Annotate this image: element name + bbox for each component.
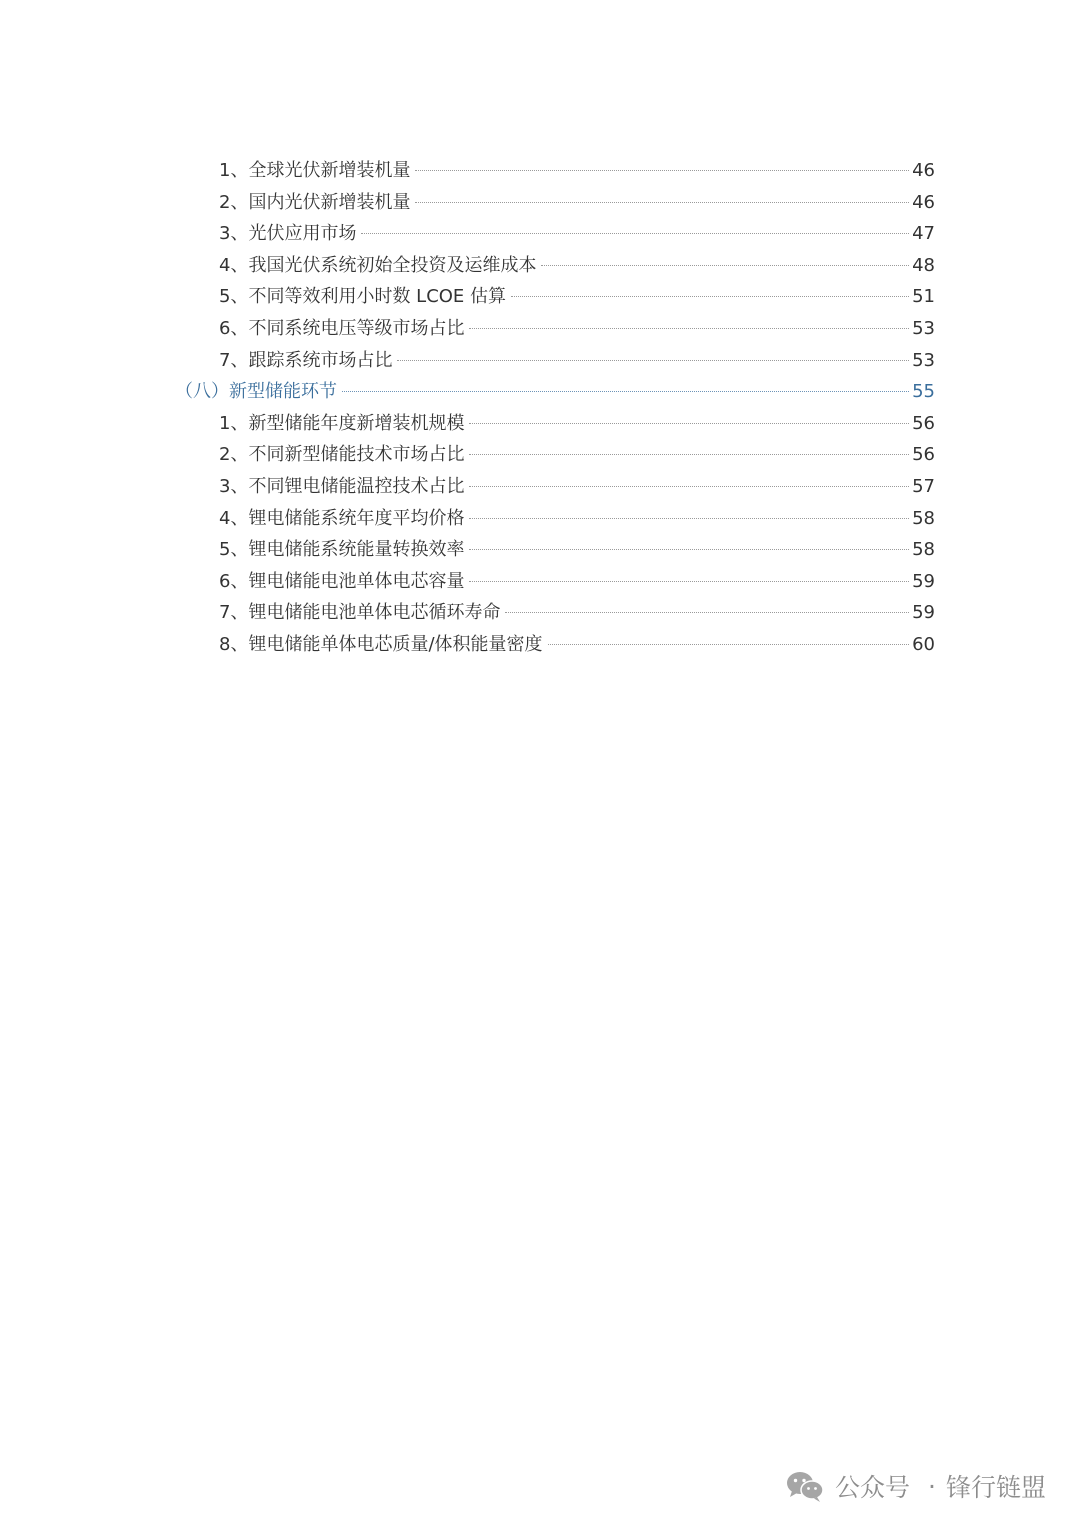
toc-page-number: 46	[912, 160, 935, 181]
toc-row[interactable]	[219, 439, 935, 471]
toc-leader-dots	[469, 518, 909, 519]
toc-entry-title: 1、全球光伏新增装机量	[219, 160, 411, 181]
toc-page-number: 48	[912, 254, 935, 276]
toc-page-number: 46	[912, 191, 935, 213]
toc-leader-dots	[397, 360, 909, 361]
toc-entry-title: 2、不同新型储能技术市场占比	[219, 444, 465, 466]
toc-entry-title: 1、新型储能年度新增装机规模	[219, 412, 465, 434]
toc-page-number: 53	[912, 349, 935, 371]
toc-row[interactable]	[219, 281, 935, 313]
wechat-watermark	[785, 1466, 1046, 1506]
toc-leader-dots	[469, 328, 909, 329]
toc-entry-title: 3、不同锂电储能温控技术占比	[219, 475, 465, 497]
toc-leader-dots	[415, 202, 909, 203]
toc-leader-dots	[505, 612, 909, 613]
toc-section-title: （八）新型储能环节	[175, 381, 337, 403]
toc-entry-title: 3、光伏应用市场	[219, 223, 357, 245]
toc-page-number: 47	[912, 223, 935, 245]
toc-entry-title: 8、锂电储能单体电芯质量/体积能量密度	[219, 633, 543, 655]
toc-leader-dots	[511, 296, 909, 297]
toc-row[interactable]	[219, 629, 935, 661]
toc-row[interactable]	[219, 408, 935, 440]
toc-leader-dots	[541, 265, 909, 266]
toc-row[interactable]	[219, 471, 935, 503]
toc-row[interactable]	[219, 534, 935, 566]
toc-page-number: 58	[912, 539, 935, 561]
toc-row[interactable]	[219, 566, 935, 598]
toc-page-number: 55	[912, 381, 935, 403]
toc-row[interactable]	[219, 187, 935, 219]
toc-entry-title: 6、不同系统电压等级市场占比	[219, 317, 465, 339]
toc-row[interactable]	[219, 597, 935, 629]
watermark-prefix: 公众号	[835, 1473, 911, 1502]
toc-page-number: 56	[912, 444, 935, 466]
toc-section-row[interactable]	[175, 376, 935, 408]
toc-leader-dots	[469, 423, 909, 424]
toc-leader-dots	[469, 549, 909, 550]
toc-row[interactable]	[219, 503, 935, 535]
toc-page-number: 57	[912, 475, 935, 497]
toc-row[interactable]	[219, 313, 935, 345]
toc-entry-title: 4、我国光伏系统初始全投资及运维成本	[219, 254, 537, 276]
watermark-separator: ·	[928, 1471, 936, 1501]
toc-entry-title: 4、锂电储能系统年度平均价格	[219, 507, 465, 529]
toc-row[interactable]	[219, 155, 935, 187]
toc-leader-dots	[469, 486, 909, 487]
toc-entry-title: 7、跟踪系统市场占比	[219, 349, 393, 371]
toc-leader-dots	[469, 454, 909, 455]
toc-leader-dots	[342, 391, 909, 392]
toc-page-number: 59	[912, 602, 935, 624]
toc-page-number: 58	[912, 507, 935, 529]
toc-entry-title: 7、锂电储能电池单体电芯循环寿命	[219, 602, 501, 624]
watermark-account-name: 锋行链盟	[945, 1473, 1046, 1502]
table-of-contents	[0, 155, 1080, 661]
toc-leader-dots	[361, 233, 909, 234]
toc-leader-dots	[415, 170, 909, 171]
toc-page-number: 51	[912, 286, 935, 308]
toc-row[interactable]	[219, 345, 935, 377]
toc-leader-dots	[548, 644, 910, 645]
toc-row[interactable]	[219, 250, 935, 282]
toc-entry-title: 5、锂电储能系统能量转换效率	[219, 539, 465, 561]
toc-page-number: 56	[912, 412, 935, 434]
toc-page-number: 59	[912, 570, 935, 592]
toc-row[interactable]	[219, 218, 935, 250]
toc-page-number: 53	[912, 317, 935, 339]
toc-page-number: 60	[912, 633, 935, 655]
toc-entry-title: 5、不同等效利用小时数 LCOE 估算	[219, 286, 507, 308]
toc-entry-title: 6、锂电储能电池单体电芯容量	[219, 570, 465, 592]
toc-leader-dots	[469, 581, 909, 582]
wechat-icon	[785, 1469, 825, 1503]
toc-entry-title: 2、国内光伏新增装机量	[219, 191, 411, 213]
